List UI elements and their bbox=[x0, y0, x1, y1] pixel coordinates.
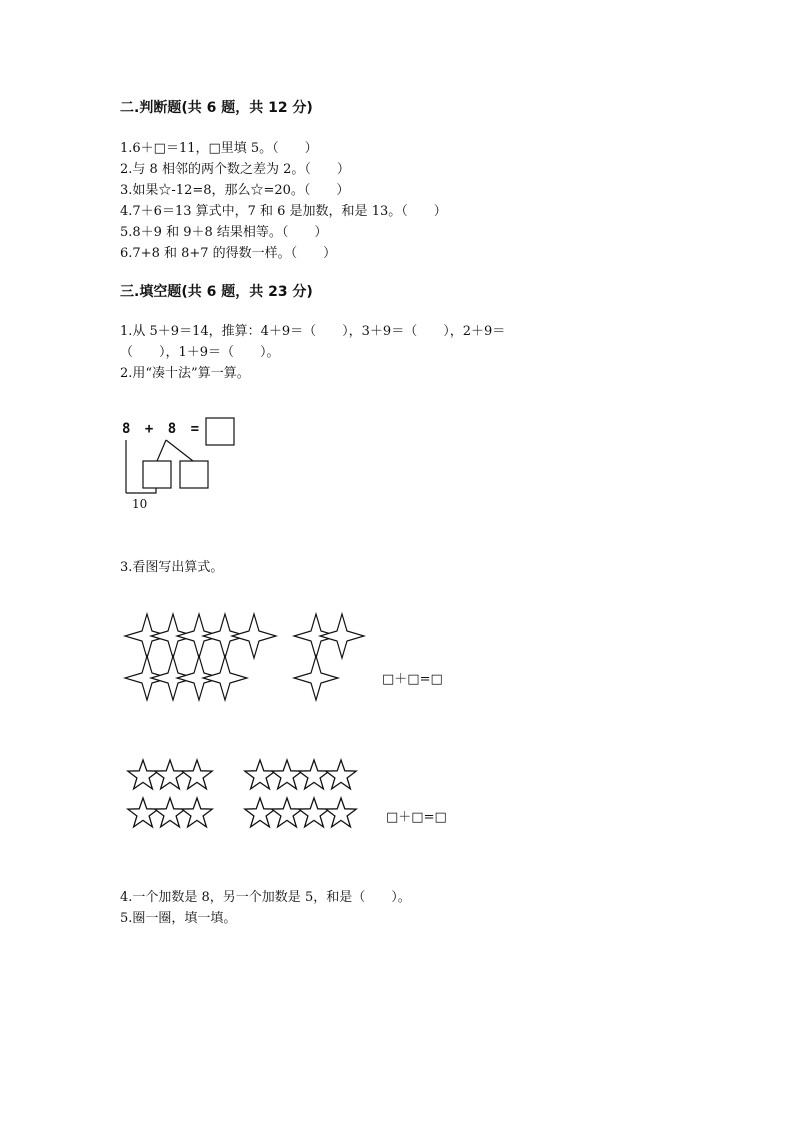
ten-label: 10 bbox=[132, 497, 148, 511]
five-point-star bbox=[272, 760, 302, 789]
section2-title: 二.判断题(共 6 题，共 12 分) bbox=[120, 100, 313, 116]
judge-item-2: 2.与 8 相邻的两个数之差为 2。（ ） bbox=[120, 162, 350, 177]
five-point-star bbox=[299, 760, 329, 789]
plus-sign: + bbox=[144, 421, 154, 437]
equation-1: □＋□=□ bbox=[382, 672, 443, 687]
judge-item-4: 4.7＋6＝13 算式中，7 和 6 是加数，和是 13。（ ） bbox=[120, 204, 447, 219]
five-point-star bbox=[182, 760, 212, 789]
five-point-star bbox=[128, 798, 158, 827]
five-point-star bbox=[326, 798, 356, 827]
fill-q2: 2.用“凑十法”算一算。 bbox=[120, 366, 250, 381]
five-point-star bbox=[245, 760, 275, 789]
judge-item-3: 3.如果☆-12=8，那么☆=20。（ ） bbox=[120, 183, 350, 198]
five-point-star bbox=[299, 798, 329, 827]
judge-item-5: 5.8＋9 和 9＋8 结果相等。（ ） bbox=[120, 225, 328, 240]
fill-q4: 4.一个加数是 8，另一个加数是 5，和是（ ）。 bbox=[120, 890, 411, 905]
five-point-star bbox=[128, 760, 158, 789]
star-group-right bbox=[245, 760, 356, 827]
equals-sign: = bbox=[190, 421, 200, 437]
five-point-star bbox=[272, 798, 302, 827]
section3-title: 三.填空题(共 6 题，共 23 分) bbox=[120, 284, 313, 300]
judge-item-1: 1.6＋□＝11，□里填 5。（ ） bbox=[120, 141, 318, 156]
five-point-star bbox=[182, 798, 212, 827]
star-group-left bbox=[128, 760, 212, 827]
fill-q1-line1: 1.从 5＋9＝14，推算：4＋9＝（ ），3＋9＝（ ），2＋9＝ bbox=[120, 324, 506, 339]
fill-q3: 3.看图写出算式。 bbox=[120, 560, 224, 575]
fill-q5: 5.圈一圈，填一填。 bbox=[120, 911, 237, 926]
five-point-star bbox=[326, 760, 356, 789]
equation-2: □＋□=□ bbox=[386, 810, 447, 825]
five-point-star bbox=[245, 798, 275, 827]
addend-b: 8 bbox=[167, 421, 177, 437]
addend-a: 8 bbox=[122, 421, 131, 437]
fill-q1-line2: （ ），1＋9＝（ ）。 bbox=[120, 345, 280, 360]
five-point-star bbox=[155, 760, 185, 789]
five-point-star bbox=[155, 798, 185, 827]
judge-item-6: 6.7+8 和 8+7 的得数一样。（ ） bbox=[120, 246, 337, 261]
